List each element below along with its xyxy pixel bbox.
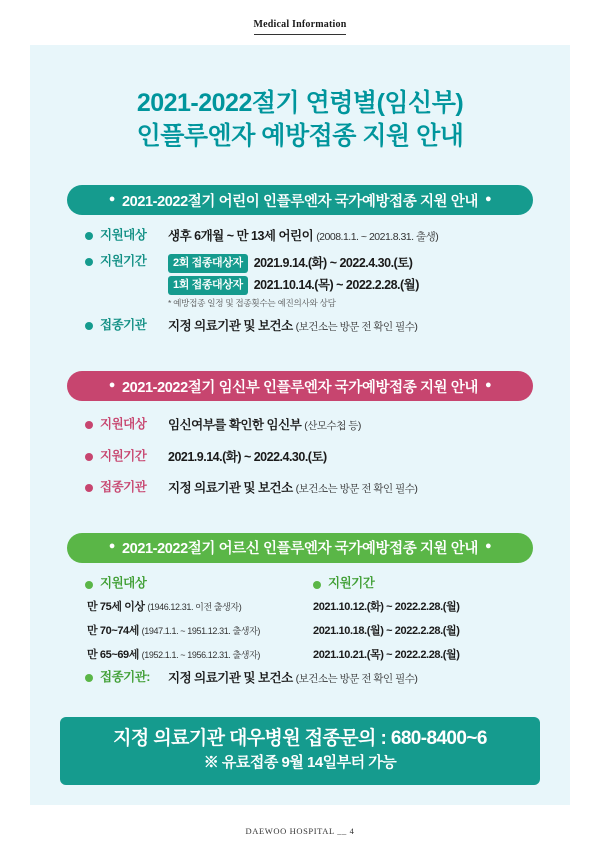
value-pregnant-period: 2021.9.14.(화) ~ 2022.4.30.(토) [168,449,327,464]
elderly-target-65-main: 만 65~69세 [87,649,140,662]
value-pregnant-target [168,417,361,434]
elderly-target-70-note: (1947.1.1. ~ 1951.12.31. 출생자) [141,626,260,637]
elderly-target-70-main: 만 70~74세 [87,625,140,638]
children-period-text-1dose: 2021.10.14.(목) ~ 2022.2.28.(월) [253,277,419,292]
banner-dot-left-icon: ● [108,540,115,553]
section-elderly [30,533,570,687]
elderly-target-75-main: 만 75세 이상 [87,601,145,614]
value-pregnant-agency-main: 지정 의료기관 및 보건소 [168,480,293,495]
contact-phone-line: 지정 의료기관 대우병원 접종문의 : 680-8400~6 [113,728,487,750]
section-elderly-banner [67,533,533,563]
row-elderly-agency [67,670,533,687]
banner-dot-right-icon: ● [485,540,492,553]
bullet-icon [85,484,93,492]
row-children-target [67,228,533,245]
elderly-target-65 [87,646,313,662]
bullet-icon [313,581,321,589]
table-row [67,646,533,662]
elderly-period-70: 2021.10.18.(월) ~ 2022.2.28.(월) [313,625,460,638]
label-pregnant-target: 지원대상 [100,417,147,432]
contact-note-line: ※ 유료접종 9월 14일부터 가능 [203,754,397,771]
bullet-icon [85,581,93,589]
bullet-icon [85,421,93,429]
poster-title-line2: 인플루엔자 예방접종 지원 안내 [136,122,464,150]
value-pregnant-agency-note: (보건소는 방문 전 확인 필수) [295,482,418,495]
value-children-period [168,254,419,310]
elderly-column-period [313,576,396,592]
table-row [67,622,533,638]
elderly-target-70 [87,622,313,638]
page-footer: DAEWOO HOSPITAL __ 4 [245,826,355,836]
value-pregnant-agency [168,480,417,497]
table-row [67,598,533,614]
bullet-icon [85,453,93,461]
banner-dot-left-icon: ● [108,192,115,205]
label-children-period: 지원기간 [100,253,147,268]
header-title: Medical Information [254,19,347,35]
children-period-tag-1dose: 1회 접종대상자 [168,276,248,295]
bullet-icon [85,322,93,330]
banner-dot-left-icon: ● [108,378,115,391]
row-pregnant-agency [67,480,533,497]
row-pregnant-period [67,449,533,465]
section-children-banner [67,185,533,215]
value-pregnant-target-main: 임신여부를 확인한 임신부 [168,418,302,433]
elderly-column-target-label: 지원대상 [100,575,147,590]
bullet-icon [85,232,93,240]
section-pregnant-body [67,401,533,497]
poster-panel [30,45,570,805]
elderly-table-header [67,576,533,592]
label-pregnant-period: 지원기간 [100,448,147,463]
value-children-target [168,228,438,245]
bullet-icon [85,674,93,682]
elderly-column-period-label: 지원기간 [328,575,375,590]
value-elderly-agency-main: 지정 의료기관 및 보건소 [168,671,293,686]
row-pregnant-target [67,417,533,434]
poster-title [30,45,570,153]
value-elderly-agency-note: (보건소는 방문 전 확인 필수) [295,673,418,686]
label-pregnant-agency: 접종기관 [100,479,147,494]
bullet-icon [85,258,93,266]
elderly-period-75: 2021.10.12.(화) ~ 2022.2.28.(월) [313,601,460,614]
children-period-note: * 예방접종 일정 및 접종횟수는 예진의사와 상담 [168,298,336,309]
value-children-agency-main: 지정 의료기관 및 보건소 [168,319,293,334]
banner-dot-right-icon: ● [485,378,492,391]
row-children-agency [67,318,533,335]
children-period-text-2dose: 2021.9.14.(화) ~ 2022.4.30.(토) [253,255,413,270]
contact-banner [60,717,540,785]
elderly-target-65-note: (1952.1.1. ~ 1956.12.31. 출생자) [141,650,260,661]
children-period-tag-2dose: 2회 접종대상자 [168,254,248,273]
section-elderly-body [67,563,533,687]
elderly-target-75-note: (1946.12.31. 이전 출생자) [147,602,242,613]
document-header [0,14,600,35]
section-children-body [67,215,533,335]
row-children-period [67,254,533,310]
value-children-agency [168,318,417,335]
section-elderly-banner-label: 2021-2022절기 어르신 인플루엔자 국가예방접종 지원 안내 [121,541,479,558]
value-children-target-main: 생후 6개월 ~ 만 13세 어린이 [168,229,314,243]
elderly-period-65: 2021.10.21.(목) ~ 2022.2.28.(월) [313,649,460,662]
value-children-agency-note: (보건소는 방문 전 확인 필수) [295,321,418,334]
section-pregnant [30,371,570,497]
elderly-column-target [85,576,313,592]
children-period-line-2 [168,276,419,295]
section-pregnant-banner [67,371,533,401]
label-elderly-agency: 접종기관: [100,670,150,685]
section-children-banner-label: 2021-2022절기 어린이 인플루엔자 국가예방접종 지원 안내 [121,193,479,210]
poster-title-line1: 2021-2022절기 연령별(임신부) [136,89,464,117]
value-children-target-note: (2008.1.1. ~ 2021.8.31. 출생) [316,231,439,243]
label-children-agency: 접종기관 [100,318,147,333]
children-period-line-1 [168,254,419,273]
banner-dot-right-icon: ● [485,192,492,205]
label-children-target: 지원대상 [100,228,147,242]
section-children [30,185,570,335]
elderly-target-75 [87,598,313,614]
section-pregnant-banner-label: 2021-2022절기 임신부 인플루엔자 국가예방접종 지원 안내 [121,379,479,396]
value-pregnant-target-note: (산모수첩 등) [304,420,361,433]
value-elderly-agency [168,670,417,687]
